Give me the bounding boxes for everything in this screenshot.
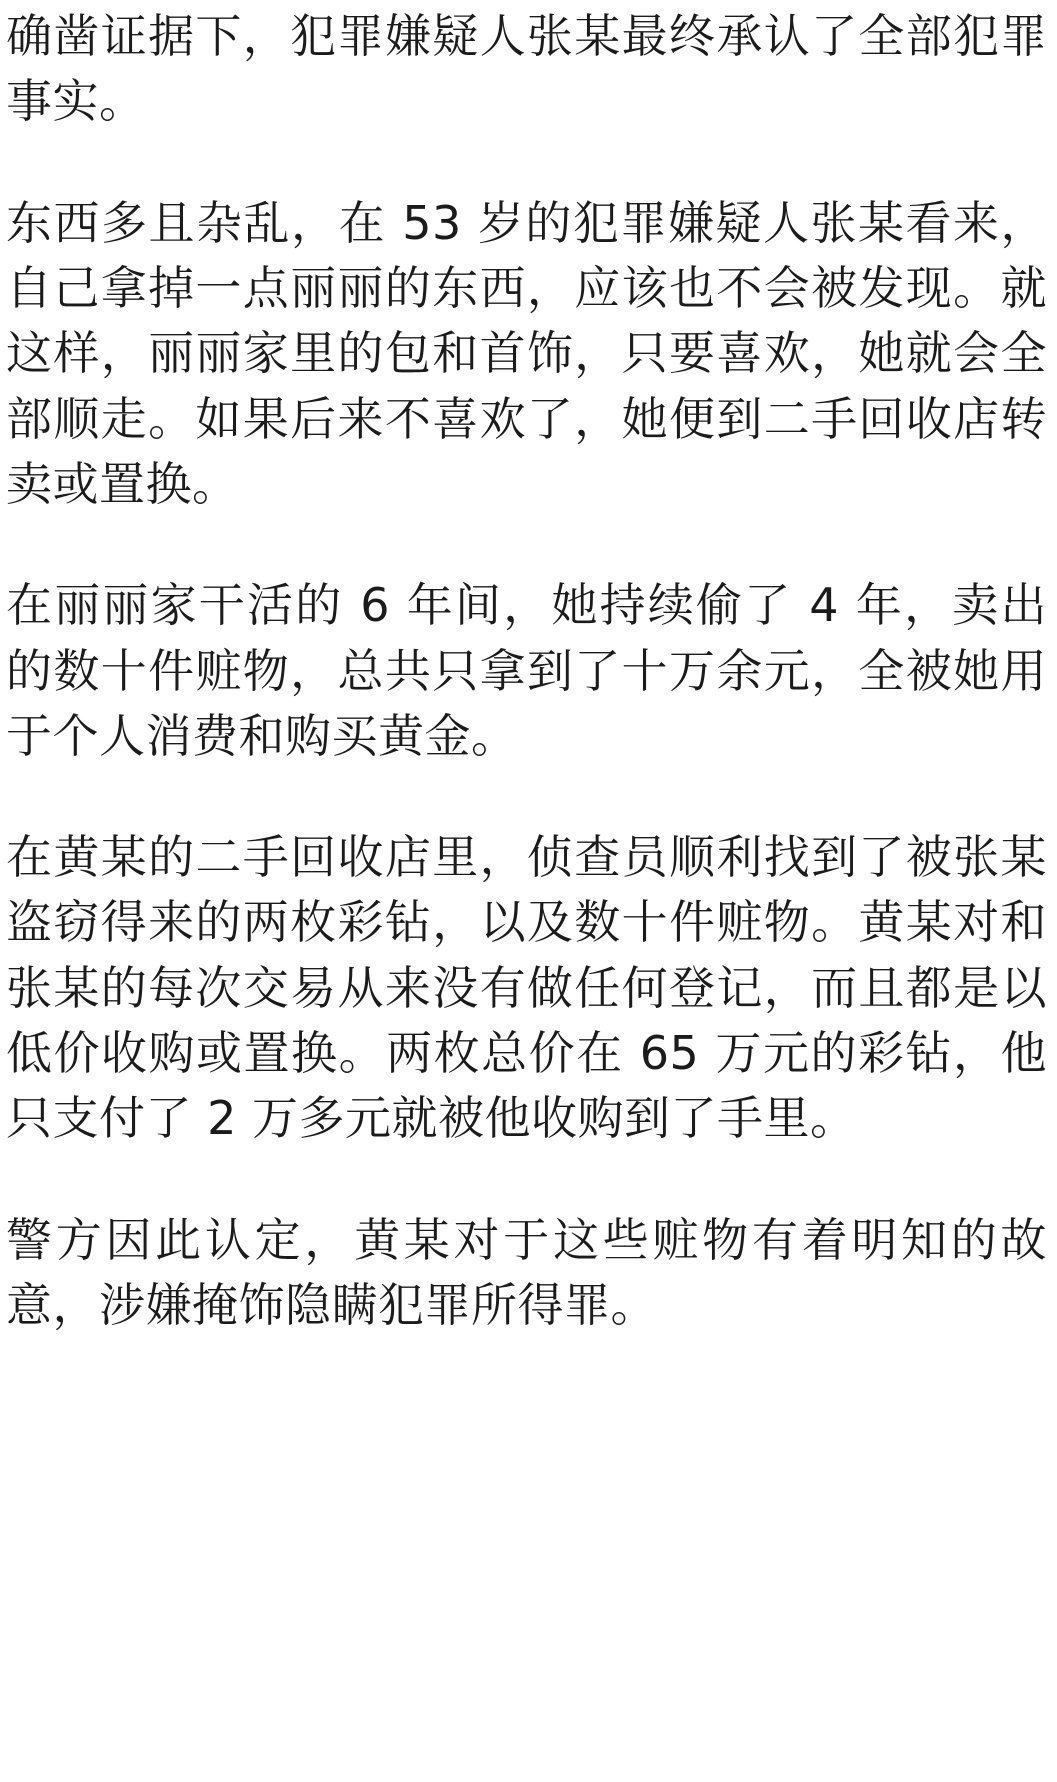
paragraph-4: 在黄某的二手回收店里，侦查员顺利找到了被张某盗窃得来的两枚彩钻，以及数十件赃物。黄某对和张某的每次交易从来没有做任何登记，而且都是以低价收购或置换。两枚总价在 65 万元的彩钻，他只支付了 2 万多元就被他收购到了手里。 [6, 830, 1047, 1146]
paragraph-5: 警方因此认定，黄某对于这些赃物有着明知的故意，涉嫌掩饰隐瞒犯罪所得罪。 [6, 1212, 1047, 1332]
paragraph-1: 确凿证据下，犯罪嫌疑人张某最终承认了全部犯罪事实。 [6, 9, 1047, 129]
article-body [0, 4, 1057, 1338]
paragraph-2: 东西多且杂乱，在 53 岁的犯罪嫌疑人张某看来，自己拿掉一点丽丽的东西，应该也不会被发现。就这样，丽丽家里的包和首饰，只要喜欢，她就会全部顺走。如果后来不喜欢了，她便到二手回收店转卖或置换。 [6, 195, 1047, 511]
paragraph-3: 在丽丽家干活的 6 年间，她持续偷了 4 年，卖出的数十件赃物，总共只拿到了十万余元，全被她用于个人消费和购买黄金。 [6, 578, 1047, 763]
